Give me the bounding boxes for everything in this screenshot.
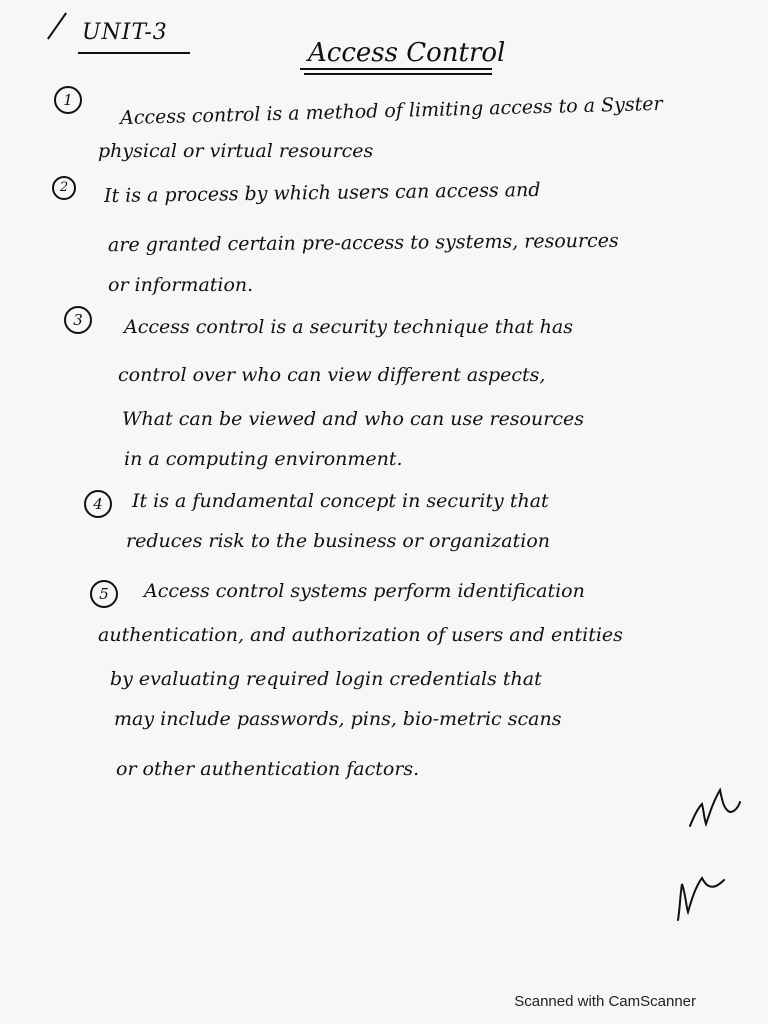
point-number-2: 2: [52, 176, 76, 200]
point-5-line-1: Access control systems perform identification: [144, 580, 585, 602]
point-5-line-2: authentication, and authorization of users and entities: [98, 624, 623, 646]
point-3-line-1: Access control is a security technique that has: [124, 316, 573, 338]
unit-underline: [78, 52, 190, 54]
point-5-line-4: may include passwords, pins, bio-metric scans: [114, 708, 562, 730]
title-underline: [300, 68, 492, 70]
page-title: Access Control: [308, 38, 506, 68]
point-4-line-2: reduces risk to the business or organization: [126, 530, 550, 552]
point-number-5: 5: [90, 580, 118, 608]
point-1-line-2: physical or virtual resources: [98, 140, 374, 162]
unit-slash-mark: [47, 12, 67, 39]
point-number-3: 3: [64, 306, 92, 334]
title-underline-second: [304, 73, 492, 75]
scanner-watermark: Scanned with CamScanner: [514, 993, 696, 1010]
point-5-line-5: or other authentication factors.: [116, 758, 420, 780]
unit-label: UNIT-3: [82, 20, 168, 45]
signature-mark-bottom: [668, 866, 728, 926]
point-5-line-3: by evaluating required login credentials that: [110, 668, 542, 690]
point-3-line-4: in a computing environment.: [124, 448, 403, 470]
point-2-line-2: are granted certain pre-access to systems, resources: [107, 229, 619, 257]
signature-mark-top: [684, 786, 744, 832]
point-1-line-1: Access control is a method of limiting access to a Syster: [119, 92, 663, 130]
point-number-4: 4: [84, 490, 112, 518]
point-3-line-3: What can be viewed and who can use resources: [122, 408, 584, 430]
point-number-1: 1: [54, 86, 82, 114]
point-4-line-1: It is a fundamental concept in security that: [132, 490, 549, 512]
point-3-line-2: control over who can view different aspects,: [118, 364, 546, 386]
point-2-line-1: It is a process by which users can access and: [103, 178, 541, 208]
point-2-line-3: or information.: [108, 274, 254, 296]
